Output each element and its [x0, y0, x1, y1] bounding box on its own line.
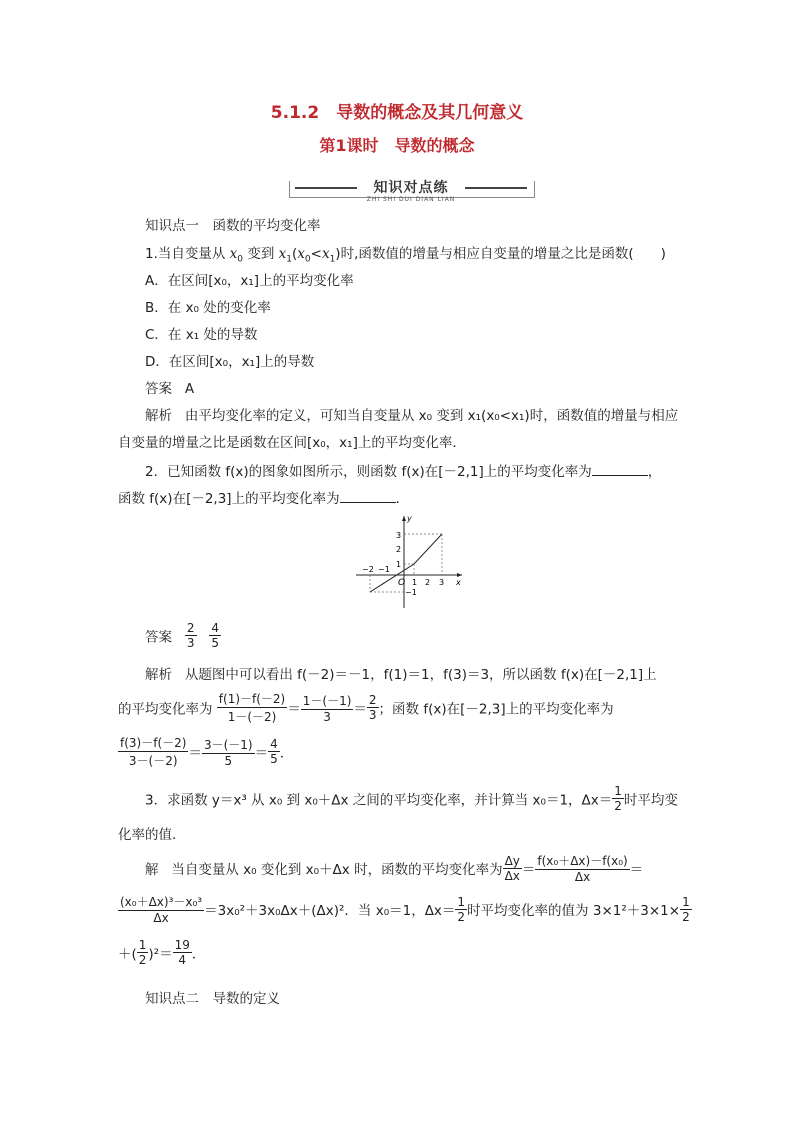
knowledge-banner: [289, 177, 533, 201]
frac-den: 3: [186, 636, 195, 650]
frac-num: 19: [174, 938, 190, 952]
x-tick-neg1: −1: [378, 565, 390, 574]
fraction: [202, 736, 255, 768]
q1-option-d: D．在区间[x₀，x₁]上的导数: [145, 354, 315, 370]
solution-text: 时平均变化率的值为 3×1²＋3×1×: [467, 903, 681, 919]
q2-stem-line1: [145, 460, 661, 480]
section-title: 5.1.2 导数的概念及其几何意义: [270, 103, 524, 123]
frac-den: 5: [211, 636, 220, 650]
q1-option-a: A．在区间[x₀，x₁]上的平均变化率: [145, 273, 354, 289]
equals: ＝: [287, 701, 301, 718]
fraction: [118, 893, 204, 925]
frac-den: Δx: [504, 868, 520, 883]
x-axis-arrow: [457, 573, 462, 577]
frac-num: 4: [211, 621, 220, 635]
frac-den: Δx: [574, 870, 591, 884]
q3-stem-line1: [145, 784, 678, 813]
y-tick-3: 3: [396, 531, 402, 540]
q1-stem-b: 变到: [243, 246, 279, 262]
frac-den: 3: [323, 709, 331, 724]
frac-den: 2: [457, 909, 466, 924]
analysis-label: 解析: [145, 667, 172, 683]
frac-den: 5: [224, 753, 233, 768]
frac-den: Δx: [153, 911, 169, 925]
frac-num: f(3)－f(－2): [120, 736, 187, 750]
frac-num: 1: [138, 938, 147, 952]
q1-stem-d: )时,函数值的增量与相应自变量的增量之比是函数( ): [335, 246, 666, 262]
fraction: [535, 852, 629, 884]
frac-num: 4: [270, 737, 278, 751]
equals: ＝: [629, 862, 644, 878]
frac-num: 1: [682, 894, 690, 909]
fraction: [268, 737, 280, 766]
solution-text: ＝3x₀²＋3x₀Δx＋(Δx)²．当 x₀＝1，Δx＝: [204, 903, 456, 919]
answer-value: A: [184, 381, 195, 397]
q1-analysis-line2: 自变量的增量之比是函数在区间[x₀，x₁]上的平均变化率．: [118, 435, 466, 451]
frac-den: 1－(－2): [227, 710, 277, 724]
q3-stem-line2: 化率的值．: [118, 827, 186, 843]
q1-option-c: C．在 x₁ 处的导数: [145, 327, 258, 343]
frac-den: 2: [682, 909, 690, 924]
q1-answer: [145, 377, 194, 397]
frac-num: f(1)－f(－2): [218, 692, 286, 706]
equals: ＝: [521, 862, 536, 878]
equals: ＝: [188, 745, 202, 762]
lesson-title: 第1课时 导数的概念: [319, 136, 475, 155]
answer-fraction-2: [209, 621, 221, 650]
function-graph: [352, 512, 468, 610]
equals: ＝: [254, 745, 269, 762]
analysis-text: 的平均变化率为: [118, 701, 213, 718]
q3-solution-line1: [145, 852, 643, 884]
x-axis-label: x: [456, 578, 461, 587]
fraction: [503, 854, 522, 883]
knowledge-point-2: 知识点二 导数的定义: [145, 991, 280, 1007]
frac-den: 3: [368, 708, 377, 722]
fraction-half: [612, 784, 624, 813]
q3-text: 时平均变: [623, 792, 678, 809]
frac-den: 2: [138, 953, 147, 967]
answer-blank-2[interactable]: [340, 490, 396, 503]
x-tick-2: 2: [425, 578, 431, 587]
fraction-half: [680, 895, 692, 924]
knowledge-point-1: 知识点一 函数的平均变化率: [145, 218, 321, 234]
answer-label: 答案: [145, 629, 172, 646]
graph-line: [370, 534, 445, 592]
x-tick-neg2: −2: [362, 565, 374, 574]
y-axis-label: y: [407, 514, 412, 523]
analysis-text: 从题图中可以看出 f(－2)＝－1，f(1)＝1，f(3)＝3，所以函数 f(x)在[－2,1]上: [184, 667, 657, 683]
fraction: [301, 692, 354, 724]
frac-num: 2: [368, 693, 377, 707]
equals: ＝: [353, 701, 367, 718]
fraction: [217, 690, 287, 725]
fraction: [118, 734, 188, 769]
y-tick-1: 1: [396, 560, 402, 569]
frac-num: (x₀＋Δx)³－x₀³: [120, 895, 203, 909]
period: ．: [191, 946, 206, 963]
frac-num: 2: [186, 621, 195, 635]
frac-den: 4: [178, 953, 187, 967]
solution-text: ＋(: [118, 946, 137, 963]
x-tick-3: 3: [439, 578, 445, 587]
answer-blank-1[interactable]: [592, 463, 648, 476]
frac-num: Δy: [504, 853, 520, 868]
solution-label: 解: [145, 862, 159, 878]
frac-den: 5: [270, 752, 278, 766]
q3-solution-line2: [118, 893, 692, 925]
q2-analysis-line2: [118, 690, 614, 725]
q3-text: 3．求函数 y＝x³ 从 x₀ 到 x₀＋Δx 之间的平均变化率，并计算当 x₀＝1，Δx＝: [145, 792, 613, 809]
frac-num: 1: [614, 784, 622, 798]
q3-solution-line3: [118, 938, 205, 967]
fraction: [367, 693, 379, 722]
solution-text: )²＝: [148, 946, 173, 963]
frac-num: f(x₀＋Δx)－f(x₀): [537, 854, 628, 868]
q2-text: 2．已知函数 f(x)的图象如图所示，则函数 f(x)在[－2,1]上的平均变化率为: [145, 464, 592, 480]
fraction-result: [173, 938, 192, 967]
q1-option-b: B．在 x₀ 处的变化率: [145, 300, 271, 316]
analysis-text: ；函数 f(x)在[－2,3]上的平均变化率为: [378, 701, 614, 718]
analysis-text: 由平均变化率的定义，可知当自变量从 x₀ 变到 x₁(x₀<x₁)时，函数值的增量与相应: [184, 408, 679, 424]
answer-label: 答案: [145, 381, 172, 397]
q2-answer: [145, 621, 221, 650]
frac-num: 1－(－1): [302, 693, 352, 708]
q2-analysis-line3: [118, 734, 293, 769]
q1-stem: 1.当自变量从 $x_0$ 变到 $x_1(x_0<x_1)$时,函数值的增量与相应自变量的增量之比是函数( ): [145, 246, 666, 265]
frac-num: 3－(－1): [203, 737, 253, 752]
fraction-half: [137, 938, 149, 967]
analysis-label: 解析: [145, 408, 172, 424]
q1-stem-c: (: [291, 246, 298, 262]
frac-den: 2: [614, 799, 622, 813]
y-tick-2: 2: [396, 545, 402, 554]
q2-comma: ，: [647, 464, 662, 480]
q2-stem-line2: [118, 487, 409, 507]
q1-analysis-line1: [145, 404, 678, 424]
x-tick-1: 1: [412, 578, 418, 587]
y-axis-arrow: [402, 516, 406, 521]
period: ．: [279, 745, 294, 762]
y-tick-neg1: −1: [405, 588, 417, 597]
solution-text: 当自变量从 x₀ 变化到 x₀＋Δx 时，函数的平均变化率为: [171, 862, 503, 878]
frac-den: 3－(－2): [128, 754, 178, 768]
banner-title: 知识对点练: [373, 180, 449, 196]
q2-text: 函数 f(x)在[－2,3]上的平均变化率为: [118, 491, 340, 507]
frac-num: 1: [457, 894, 466, 909]
q2-analysis-line1: [145, 663, 657, 683]
q1-stem-a: 1.当自变量从: [145, 246, 230, 262]
origin-label: O: [398, 578, 406, 588]
banner-subtitle: ZHI SHI DUI DIAN LIAN: [366, 196, 456, 203]
fraction-half: [455, 895, 467, 924]
answer-fraction-1: [185, 621, 197, 650]
q2-period: ．: [395, 491, 410, 507]
